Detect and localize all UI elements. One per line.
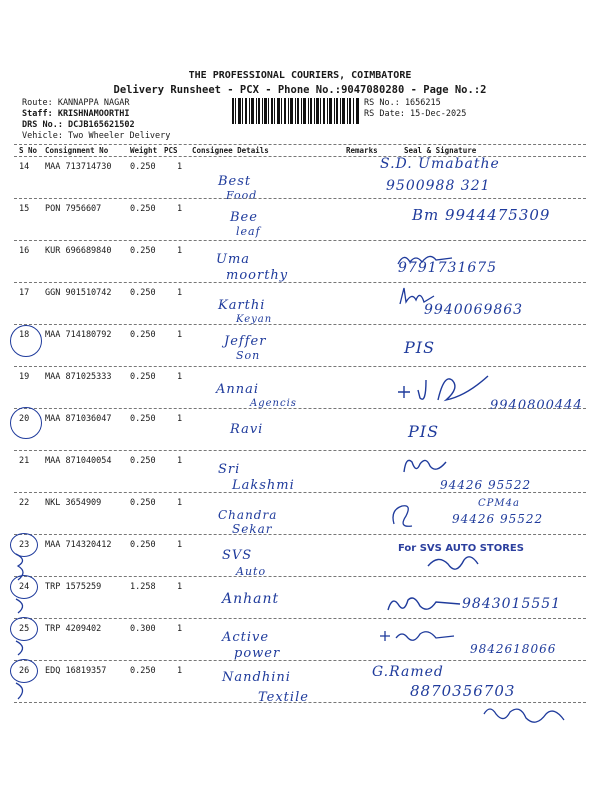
signature-text: G.Ramed (372, 664, 444, 680)
consignee-name-line1: Karthi (218, 298, 266, 313)
consignee-name-line2: Son (236, 349, 261, 362)
consignee-name-line1: Jeffer (224, 334, 267, 349)
row-divider (14, 492, 586, 493)
consignee-name-line1: Best (218, 174, 252, 189)
sno-circle-mark (10, 407, 42, 439)
signature-phone: 9500988 321 (386, 178, 491, 194)
signature-phone: 9842618066 (470, 642, 557, 656)
consignee-name-line2: Auto (236, 565, 267, 578)
col-consignment: Consignment No (45, 146, 109, 155)
row-sno: 15 (19, 204, 30, 214)
route-label: Route: KANNAPPA NAGAR (22, 98, 130, 108)
row-weight: 0.250 (130, 246, 156, 256)
row-consignment: MAA 871040054 (45, 456, 112, 466)
staff-label: Staff: KRISHNAMOORTHI (22, 109, 130, 119)
table-row (0, 240, 600, 282)
row-weight: 0.250 (130, 498, 156, 508)
table-row (0, 198, 600, 240)
row-divider (14, 660, 586, 661)
row-sno: 23 (19, 540, 30, 550)
row-divider (14, 240, 586, 241)
table-row (0, 450, 600, 492)
runsheet-subtitle: Delivery Runsheet - PCX - Phone No.:9047080280 - Page No.:2 (113, 84, 487, 96)
row-pcs: 1 (177, 624, 183, 634)
consignee-name-line1: Sri (218, 462, 241, 477)
row-weight: 1.258 (130, 582, 156, 592)
row-consignment: GGN 901510742 (45, 288, 112, 298)
consignee-name-line1: Anhant (222, 591, 280, 607)
row-weight: 0.250 (130, 666, 156, 676)
consignee-name-line1: Active (222, 630, 270, 645)
row-pcs: 1 (177, 666, 183, 676)
consignee-name-line1: Ravi (230, 422, 264, 437)
row-consignment: MAA 713714730 (45, 162, 112, 172)
row-sno: 16 (19, 246, 30, 256)
col-weight: Weight (130, 146, 158, 155)
table-row (0, 660, 600, 705)
row-pcs: 1 (177, 204, 183, 214)
row-sno: 21 (19, 456, 30, 466)
consignee-name-line2: power (234, 646, 281, 661)
signature-scribble-icon (396, 250, 456, 270)
company-title: THE PROFESSIONAL COURIERS, COIMBATORE (188, 70, 412, 81)
rs-date: RS Date: 15-Dec-2025 (364, 109, 467, 119)
row-sno: 22 (19, 498, 30, 508)
table-top-divider (14, 144, 586, 145)
table-row (0, 576, 600, 618)
signature-phone: 9940800444 (490, 398, 583, 413)
table-row (0, 618, 600, 660)
row-pcs: 1 (177, 162, 183, 172)
row-divider (14, 324, 586, 325)
row-pcs: 1 (177, 288, 183, 298)
row-divider (14, 198, 586, 199)
row-sno: 19 (19, 372, 30, 382)
consignee-name-line2: moorthy (226, 268, 289, 283)
signature-scribble-icon (384, 592, 464, 618)
row-consignment: PON 7956607 (45, 204, 102, 214)
consignee-name-line1: Annai (216, 382, 260, 397)
signature-text: CPM4a (478, 498, 520, 509)
col-seal: Seal & Signature (404, 146, 477, 155)
consignee-name-line1: Bee (230, 210, 258, 225)
signature-scribble-icon (400, 452, 450, 478)
table-row (0, 324, 600, 366)
col-pcs: PCS (164, 146, 178, 155)
pen-tick-icon (12, 552, 32, 582)
pen-tick-icon (12, 597, 32, 617)
row-weight: 0.250 (130, 540, 156, 550)
consignee-name-line1: Uma (216, 252, 251, 267)
row-divider (14, 366, 586, 367)
signature-phone: 9940069863 (424, 302, 524, 318)
row-pcs: 1 (177, 540, 183, 550)
table-row (0, 156, 600, 202)
row-consignment: TRP 4209402 (45, 624, 102, 634)
signature-text: Bm 9944475309 (412, 206, 551, 224)
rs-number: RS No.: 1656215 (364, 98, 441, 108)
row-consignment: MAA 871036047 (45, 414, 112, 424)
row-pcs: 1 (177, 414, 183, 424)
row-consignment: MAA 871025333 (45, 372, 112, 382)
row-divider (14, 618, 586, 619)
signature-phone: 94426 95522 (440, 478, 532, 492)
row-pcs: 1 (177, 246, 183, 256)
signature-scribble-icon (398, 286, 438, 308)
row-divider (14, 576, 586, 577)
signature-text: 9843015551 (462, 596, 562, 612)
row-sno: 18 (19, 330, 30, 340)
table-header (0, 146, 600, 156)
row-divider (14, 450, 586, 451)
consignee-name-line2: Sekar (232, 522, 273, 536)
row-consignment: MAA 714320412 (45, 540, 112, 550)
sno-circle-mark (10, 325, 42, 357)
sno-circle-mark (10, 659, 38, 683)
consignee-name-line2: Keyan (236, 314, 273, 325)
pen-tick-icon (12, 681, 32, 703)
row-weight: 0.300 (130, 624, 156, 634)
signature-scribble-icon (480, 702, 570, 732)
row-pcs: 1 (177, 582, 183, 592)
row-weight: 0.250 (130, 162, 156, 172)
consignee-name-line1: SVS (222, 548, 253, 563)
row-pcs: 1 (177, 372, 183, 382)
table-row (0, 492, 600, 534)
table-row (0, 366, 600, 413)
row-weight: 0.250 (130, 414, 156, 424)
signature-text: PIS (404, 338, 436, 357)
signature-scribble-icon (396, 370, 496, 410)
row-weight: 0.250 (130, 204, 156, 214)
row-sno: 17 (19, 288, 30, 298)
col-remarks: Remarks (346, 146, 378, 155)
col-details: Consignee Details (192, 146, 269, 155)
row-consignment: NKL 3654909 (45, 498, 102, 508)
row-pcs: 1 (177, 498, 183, 508)
row-consignment: TRP 1575259 (45, 582, 102, 592)
row-sno: 24 (19, 582, 30, 592)
consignee-name-line1: Chandra (218, 508, 278, 522)
row-divider (14, 408, 586, 409)
row-pcs: 1 (177, 456, 183, 466)
signature-phone: 8870356703 (410, 682, 516, 700)
row-consignment: MAA 714180792 (45, 330, 112, 340)
barcode-icon (232, 98, 360, 124)
row-sno: 20 (19, 414, 30, 424)
consignee-name-line2: Lakshmi (232, 478, 295, 493)
row-sno: 26 (19, 666, 30, 676)
signature-scribble-icon (388, 500, 418, 530)
row-sno: 25 (19, 624, 30, 634)
consignee-name-line2: Textile (258, 690, 309, 705)
consignee-name-line2: leaf (236, 225, 261, 238)
pen-tick-icon (12, 639, 32, 659)
row-consignment: EDQ 16819357 (45, 666, 107, 676)
drs-number: DRS No.: DCJB165621502 (22, 120, 135, 130)
row-weight: 0.250 (130, 456, 156, 466)
col-sno: S No (19, 146, 38, 155)
consignee-name-line2: Food (226, 189, 258, 202)
table-row (0, 282, 600, 324)
signature-phone: 94426 95522 (452, 512, 544, 526)
row-pcs: 1 (177, 330, 183, 340)
row-weight: 0.250 (130, 288, 156, 298)
sno-circle-mark (10, 617, 38, 641)
signature-text: S.D. Umabathe (380, 156, 500, 172)
signature-text: PIS (408, 422, 440, 441)
consignee-name-line1: Nandhini (222, 670, 291, 685)
signature-phone: 9791731675 (398, 260, 498, 276)
consignee-name-line2: Agencis (250, 398, 297, 409)
row-sno: 14 (19, 162, 30, 172)
signature-scribble-icon (424, 552, 484, 580)
row-weight: 0.250 (130, 372, 156, 382)
row-divider (14, 282, 586, 283)
row-divider (14, 534, 586, 535)
company-stamp: For SVS AUTO STORES (398, 543, 524, 554)
signature-scribble-icon (378, 626, 458, 646)
vehicle-label: Vehicle: Two Wheeler Delivery (22, 131, 171, 141)
row-consignment: KUR 696689840 (45, 246, 112, 256)
row-weight: 0.250 (130, 330, 156, 340)
table-row (0, 534, 600, 576)
table-row (0, 408, 600, 450)
